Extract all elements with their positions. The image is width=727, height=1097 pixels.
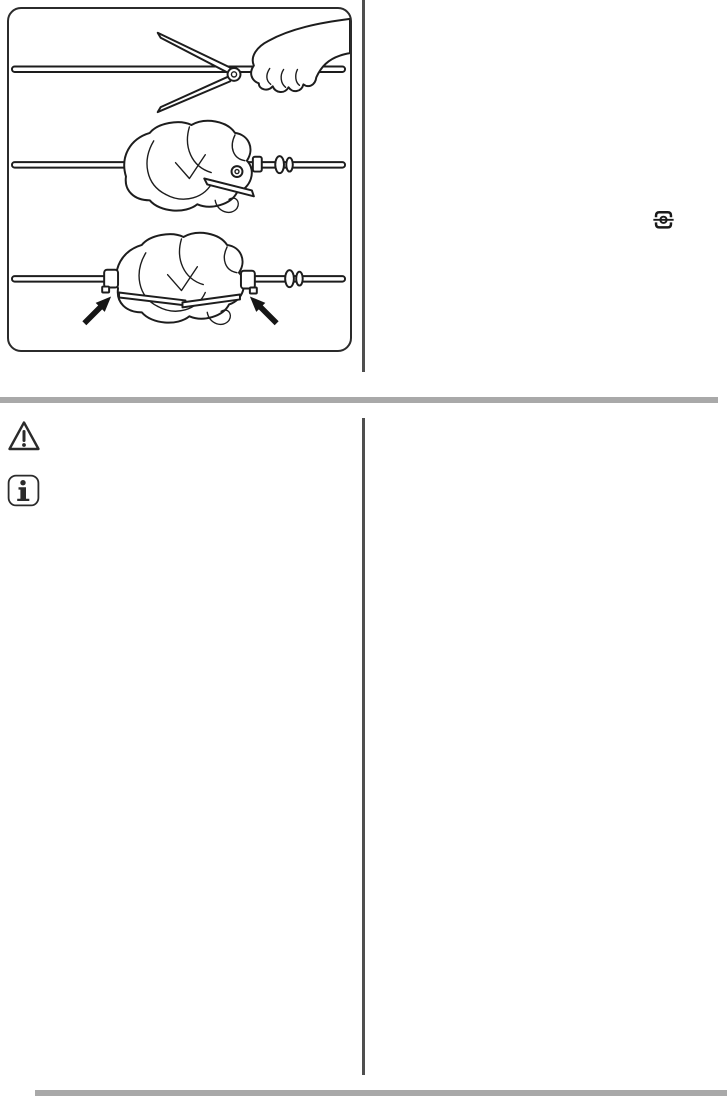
page-footer-bar <box>35 1090 727 1096</box>
rotisserie-assembly-illustration <box>9 9 350 350</box>
rotisserie-function-icon <box>652 209 675 231</box>
figure-step-3 <box>12 233 345 325</box>
info-icon <box>7 474 40 507</box>
hand <box>251 19 350 92</box>
rotisserie-assembly-figure <box>7 7 352 352</box>
column-divider-top <box>362 0 365 372</box>
arrow-right-icon <box>250 296 279 325</box>
warning-triangle-icon <box>7 419 41 453</box>
figure-step-2 <box>12 121 345 213</box>
section-divider-bar <box>0 397 718 403</box>
arrow-left-icon <box>82 296 111 325</box>
figure-step-1 <box>12 19 350 112</box>
column-divider-bottom <box>362 418 365 1075</box>
